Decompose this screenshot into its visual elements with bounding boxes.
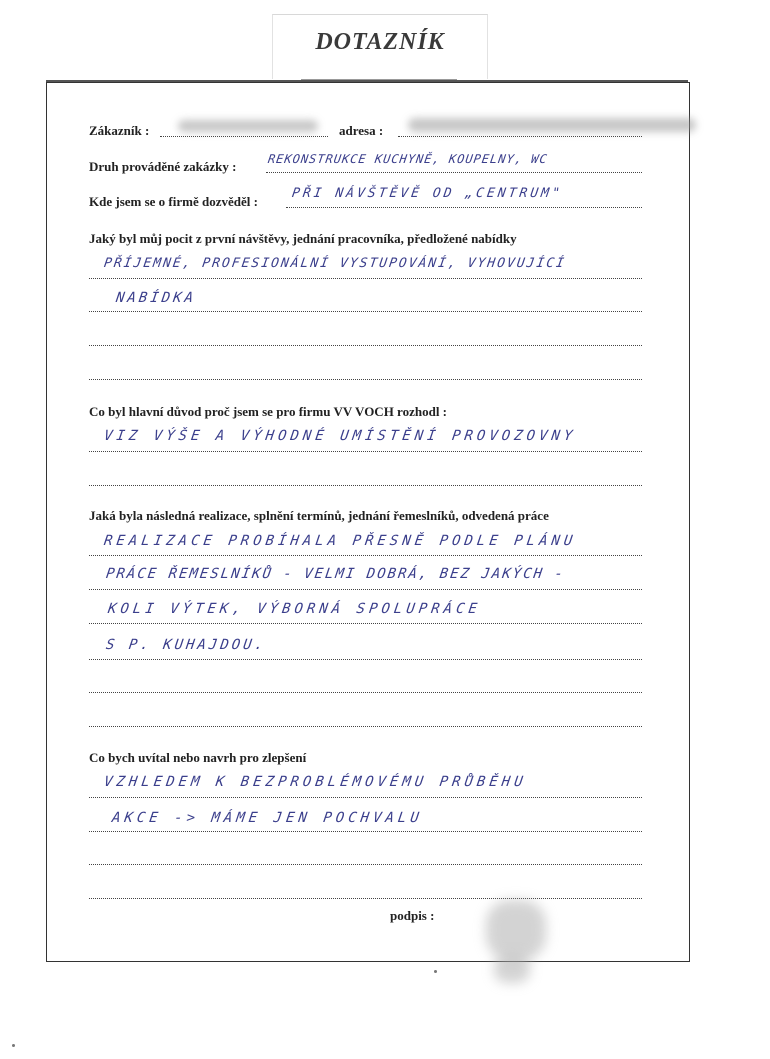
realization-answer-line-1: REALIZACE PROBÍHALA PŘESNĚ PODLE PLÁNU	[102, 533, 578, 549]
address-label: adresa :	[339, 123, 384, 138]
stray-mark	[434, 970, 437, 973]
customer-redacted	[178, 120, 318, 132]
signature-redacted-tail	[494, 955, 530, 983]
source-answer: PŘI NÁVŠTĚVĚ OD „CENTRUM"	[290, 186, 564, 201]
impression-line-1	[89, 278, 642, 279]
reason-line-1	[89, 451, 642, 452]
title-box	[272, 14, 488, 79]
source-label: Kde jsem se o firmě dozvěděl :	[89, 194, 258, 209]
page-title: DOTAZNÍK	[315, 29, 445, 55]
customer-dotted-line	[160, 136, 328, 137]
order-type-label: Druh prováděné zakázky :	[89, 159, 237, 174]
improvement-answer-line-1: VZHLEDEM K BEZPROBLÉMOVÉMU PRŮBĚHU	[102, 774, 528, 790]
realization-answer-line-3: KOLI VÝTEK, VÝBORNÁ SPOLUPRÁCE	[106, 601, 482, 617]
impression-answer-line-2: NABÍDKA	[114, 290, 198, 306]
signature-label: podpis :	[390, 908, 435, 923]
impression-question: Jaký byl můj pocit z první návštěvy, jednání pracovníka, předložené nabídky	[89, 231, 517, 246]
address-redacted	[408, 118, 696, 132]
realization-line-2	[89, 589, 642, 590]
realization-answer-line-2: PRÁCE ŘEMESLNÍKŮ - VELMI DOBRÁ, BEZ JAKÝCH -	[104, 566, 566, 582]
improvement-line-2	[89, 831, 642, 832]
source-dotted-line	[286, 207, 642, 208]
signature-redacted	[486, 900, 546, 960]
improvement-answer-line-2: AKCE -> MÁME JEN POCHVALU	[110, 810, 424, 826]
address-dotted-line	[398, 136, 642, 137]
improvement-line-1	[89, 797, 642, 798]
improvement-question: Co bych uvítal nebo navrh pro zlepšení	[89, 750, 307, 765]
realization-question: Jaká byla následná realizace, splnění termínů, jednání řemeslníků, odvedená práce	[89, 508, 549, 523]
stray-mark-corner	[12, 1044, 15, 1047]
improvement-line-4	[89, 898, 642, 899]
realization-line-5	[89, 692, 642, 693]
realization-line-4	[89, 659, 642, 660]
reason-answer-line-1: VIZ VÝŠE A VÝHODNÉ UMÍSTĚNÍ PROVOZOVNY	[102, 428, 578, 444]
impression-line-4	[89, 379, 642, 380]
impression-line-3	[89, 345, 642, 346]
order-type-dotted-line	[266, 172, 642, 173]
realization-line-3	[89, 623, 642, 624]
customer-label: Zákazník :	[89, 123, 150, 138]
improvement-line-3	[89, 864, 642, 865]
realization-line-1	[89, 555, 642, 556]
impression-answer-line-1: PŘÍJEMNÉ, PROFESIONÁLNÍ VYSTUPOVÁNÍ, VYHOVUJÍCÍ	[102, 256, 567, 271]
realization-answer-line-4: S P. KUHAJDOU.	[104, 637, 268, 653]
reason-line-2	[89, 485, 642, 486]
impression-line-2	[89, 311, 642, 312]
reason-question: Co byl hlavní důvod proč jsem se pro firmu VV VOCH rozhodl :	[89, 404, 448, 419]
order-type-answer: REKONSTRUKCE KUCHYNĚ, KOUPELNY, WC	[267, 152, 549, 166]
realization-line-6	[89, 726, 642, 727]
